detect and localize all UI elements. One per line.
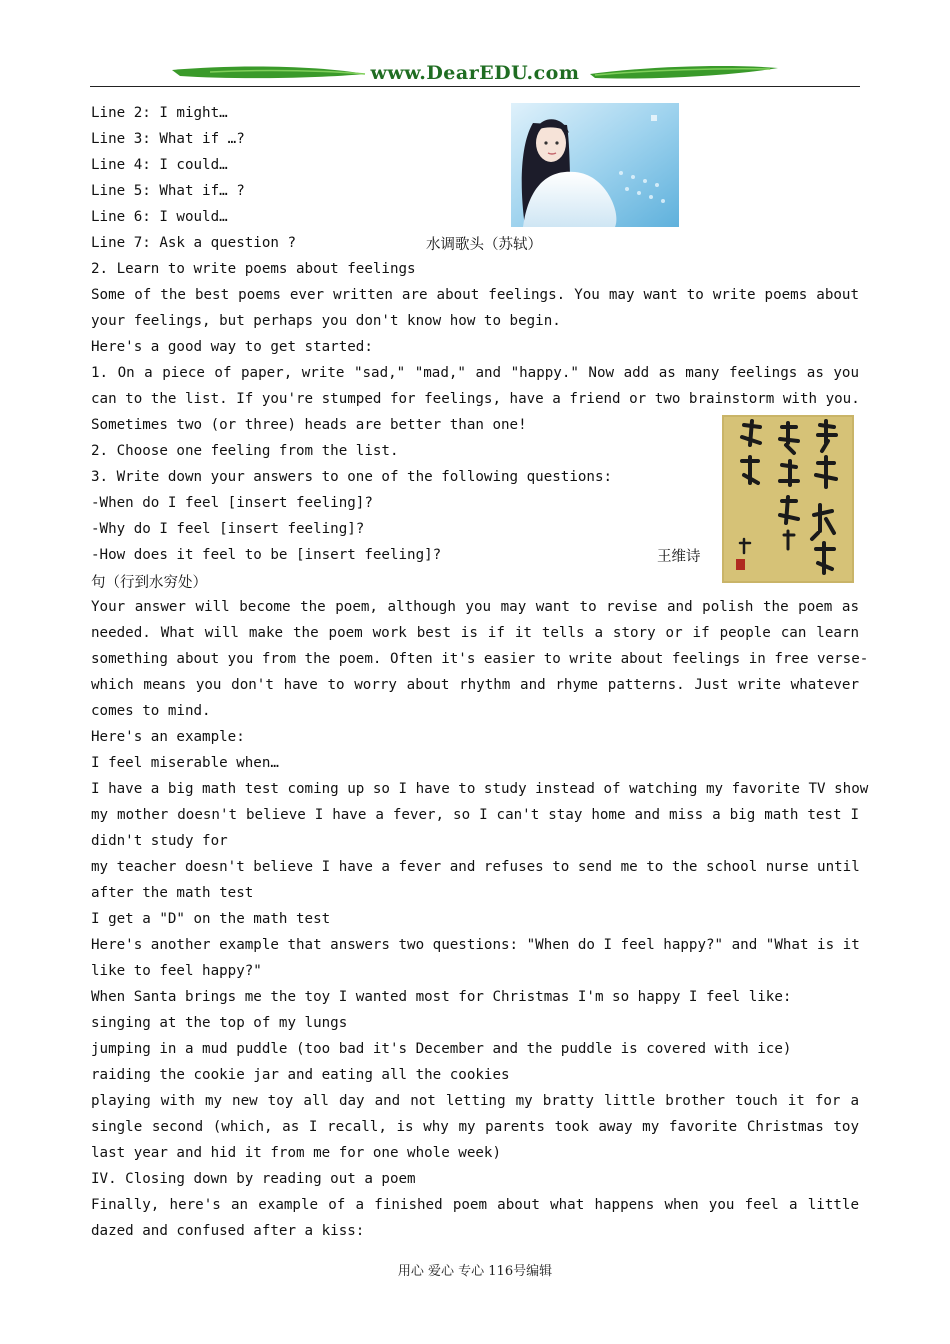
text-line: like to feel happy?" (91, 963, 262, 979)
page-footer: 用心 爱心 专心 116号编辑 (397, 1264, 553, 1279)
text-line: Your answer will become the poem, although you may want to revise and polish the poem as (91, 599, 859, 615)
text-line: Here's an example: (91, 729, 245, 745)
text-line: didn't study for (91, 833, 228, 849)
illustration-woman-image (511, 103, 679, 227)
text-line: 1. On a piece of paper, write "sad," "mad," and "happy." Now add as many feelings as you (91, 365, 859, 381)
text-line: comes to mind. (91, 703, 211, 719)
text-line: I get a "D" on the math test (91, 911, 331, 927)
text-line: which means you don't have to worry about rhythm and rhyme patterns. Just write whatever (91, 677, 859, 693)
text-line: your feelings, but perhaps you don't know how to begin. (91, 313, 561, 329)
text-line: Line 2: I might… (91, 105, 228, 121)
text-line: Here's a good way to get started: (91, 339, 373, 355)
text-line: something about you from the poem. Often it's easier to write about feelings in free verse- (91, 651, 869, 667)
text-line: Line 4: I could… (91, 157, 228, 173)
text-line: last year and hid it from me for one whole week) (91, 1145, 501, 1161)
text-line: needed. What will make the poem work best is if it tells a story or if people can learn (91, 625, 859, 641)
text-line: 3. Write down your answers to one of the following questions: (91, 469, 613, 485)
text-line: Line 5: What if… ? (91, 183, 245, 199)
text-line: -Why do I feel [insert feeling]? (91, 521, 365, 537)
text-line: after the math test (91, 885, 254, 901)
text-line: dazed and confused after a kiss: (91, 1223, 365, 1239)
text-line: my mother doesn't believe I have a fever, so I can't stay home and miss a big math test I (91, 807, 859, 823)
text-line: singing at the top of my lungs (91, 1015, 348, 1031)
text-line: When Santa brings me the toy I wanted most for Christmas I'm so happy I feel like: (91, 989, 792, 1005)
text-line: -How does it feel to be [insert feeling]? (91, 547, 442, 563)
text-line: my teacher doesn't believe I have a fever and refuses to send me to the school nurse until (91, 859, 860, 875)
text-line: Some of the best poems ever written are about feelings. You may want to write poems about (91, 287, 859, 303)
image-caption-calligraphy-cont: 句（行到水穷处） (91, 575, 207, 591)
section-heading: IV. Closing down by reading out a poem (91, 1171, 416, 1187)
text-line: Line 7: Ask a question ? (91, 235, 296, 251)
text-line: -When do I feel [insert feeling]? (91, 495, 373, 511)
text-line: Line 3: What if …? (91, 131, 245, 147)
text-line: Sometimes two (or three) heads are better than one! (91, 417, 527, 433)
text-line: raiding the cookie jar and eating all the cookies (91, 1067, 510, 1083)
text-line: I have a big math test coming up so I have to study instead of watching my favorite TV show (91, 781, 869, 797)
section-heading: 2. Learn to write poems about feelings (91, 261, 416, 277)
image-caption-calligraphy: 王维诗 (657, 549, 701, 565)
header-divider (90, 86, 860, 87)
text-line: 2. Choose one feeling from the list. (91, 443, 399, 459)
text-line: playing with my new toy all day and not letting my bratty little brother touch it for a (91, 1093, 859, 1109)
text-line: jumping in a mud puddle (too bad it's December and the puddle is covered with ice) (91, 1041, 792, 1057)
text-line: Here's another example that answers two questions: "When do I feel happy?" and "What is it (91, 937, 860, 953)
site-logo-text: www.DearEDU.com (370, 62, 580, 84)
text-line: single second (which, as I recall, is why my parents took away my favorite Christmas toy (91, 1119, 859, 1135)
text-line: can to the list. If you're stumped for feelings, have a friend or two brainstorm with you. (91, 391, 860, 407)
text-line: Finally, here's an example of a finished poem about what happens when you feel a little (91, 1197, 859, 1213)
text-line: Line 6: I would… (91, 209, 228, 225)
calligraphy-image (722, 415, 854, 583)
image-caption-woman: 水调歌头（苏轼） (426, 237, 542, 253)
text-line: I feel miserable when… (91, 755, 279, 771)
